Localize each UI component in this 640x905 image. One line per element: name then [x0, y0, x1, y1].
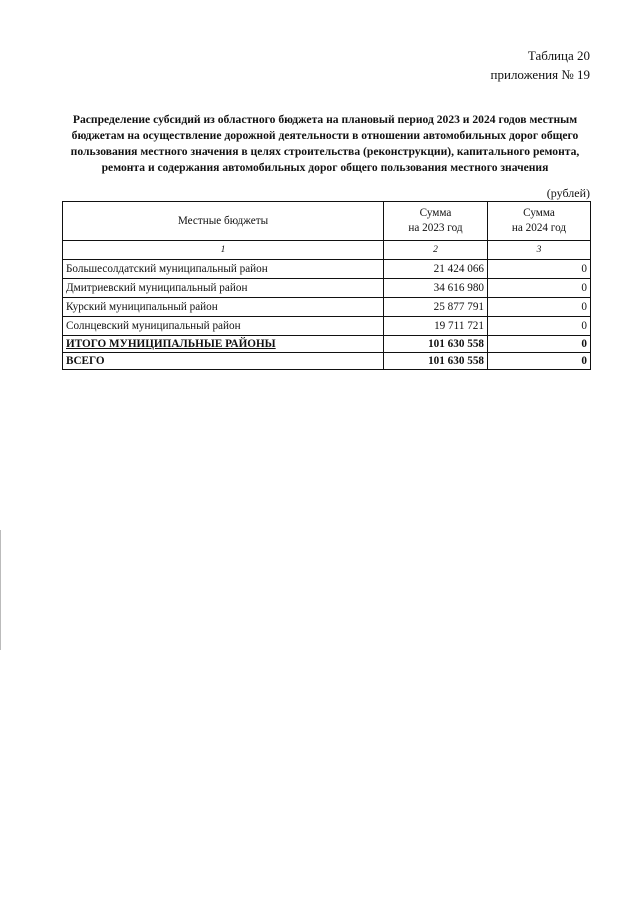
row-budget-name: Курский муниципальный район — [63, 298, 384, 317]
row-sum-2024: 0 — [488, 317, 591, 336]
column-number-1: 1 — [63, 241, 384, 260]
grand-total-sum-2023: 101 630 558 — [384, 353, 488, 370]
grand-total-row — [63, 353, 591, 370]
column-number-2: 2 — [384, 241, 488, 260]
column-header-2024 — [488, 202, 591, 241]
title-line-2: бюджетам на осуществление дорожной деятельности в отношении автомобильных дорог общего — [71, 129, 579, 142]
column-number-3: 3 — [488, 241, 591, 260]
table-number: Таблица 20 — [527, 48, 590, 63]
row-sum-2023: 21 424 066 — [384, 260, 488, 279]
table-row — [63, 317, 591, 336]
units-label: (рублей) — [546, 186, 590, 200]
row-sum-2024: 0 — [488, 298, 591, 317]
row-sum-2023: 34 616 980 — [384, 279, 488, 298]
column-header-2024-line1: Сумма — [523, 207, 555, 219]
row-sum-2024: 0 — [488, 260, 591, 279]
column-number-row — [63, 241, 591, 260]
column-header-2023-line2: на 2023 год — [408, 222, 463, 234]
subsidy-table — [62, 201, 591, 370]
row-budget-name: Большесолдатский муниципальный район — [63, 260, 384, 279]
total-districts-row — [63, 336, 591, 353]
table-row — [63, 298, 591, 317]
appendix-number: приложения № 19 — [490, 67, 590, 82]
row-budget-name: Дмитриевский муниципальный район — [63, 279, 384, 298]
document-header — [491, 46, 590, 84]
row-sum-2023: 19 711 721 — [384, 317, 488, 336]
column-header-2023-line1: Сумма — [419, 207, 452, 219]
title-line-3: пользования местного значения в целях строительства (реконструкции), капитального ремонта, — [70, 145, 580, 158]
column-header-2023 — [384, 202, 488, 241]
grand-total-sum-2024: 0 — [488, 353, 591, 370]
total-districts-label: ИТОГО МУНИЦИПАЛЬНЫЕ РАЙОНЫ — [63, 336, 384, 353]
scan-edge-mark — [0, 530, 1, 650]
table-row — [63, 279, 591, 298]
total-districts-sum-2023: 101 630 558 — [384, 336, 488, 353]
title-line-4: ремонта и содержания автомобильных дорог общего пользования местного значения — [101, 161, 549, 174]
document-title — [62, 112, 588, 176]
table-header-row — [63, 202, 591, 241]
grand-total-label: ВСЕГО — [63, 353, 384, 370]
title-line-1: Распределение субсидий из областного бюджета на плановый период 2023 и 2024 годов местным — [72, 113, 578, 126]
row-sum-2024: 0 — [488, 279, 591, 298]
row-sum-2023: 25 877 791 — [384, 298, 488, 317]
total-districts-sum-2024: 0 — [488, 336, 591, 353]
column-header-budgets: Местные бюджеты — [63, 202, 384, 241]
row-budget-name: Солнцевский муниципальный район — [63, 317, 384, 336]
column-header-2024-line2: на 2024 год — [511, 222, 567, 234]
table-row — [63, 260, 591, 279]
